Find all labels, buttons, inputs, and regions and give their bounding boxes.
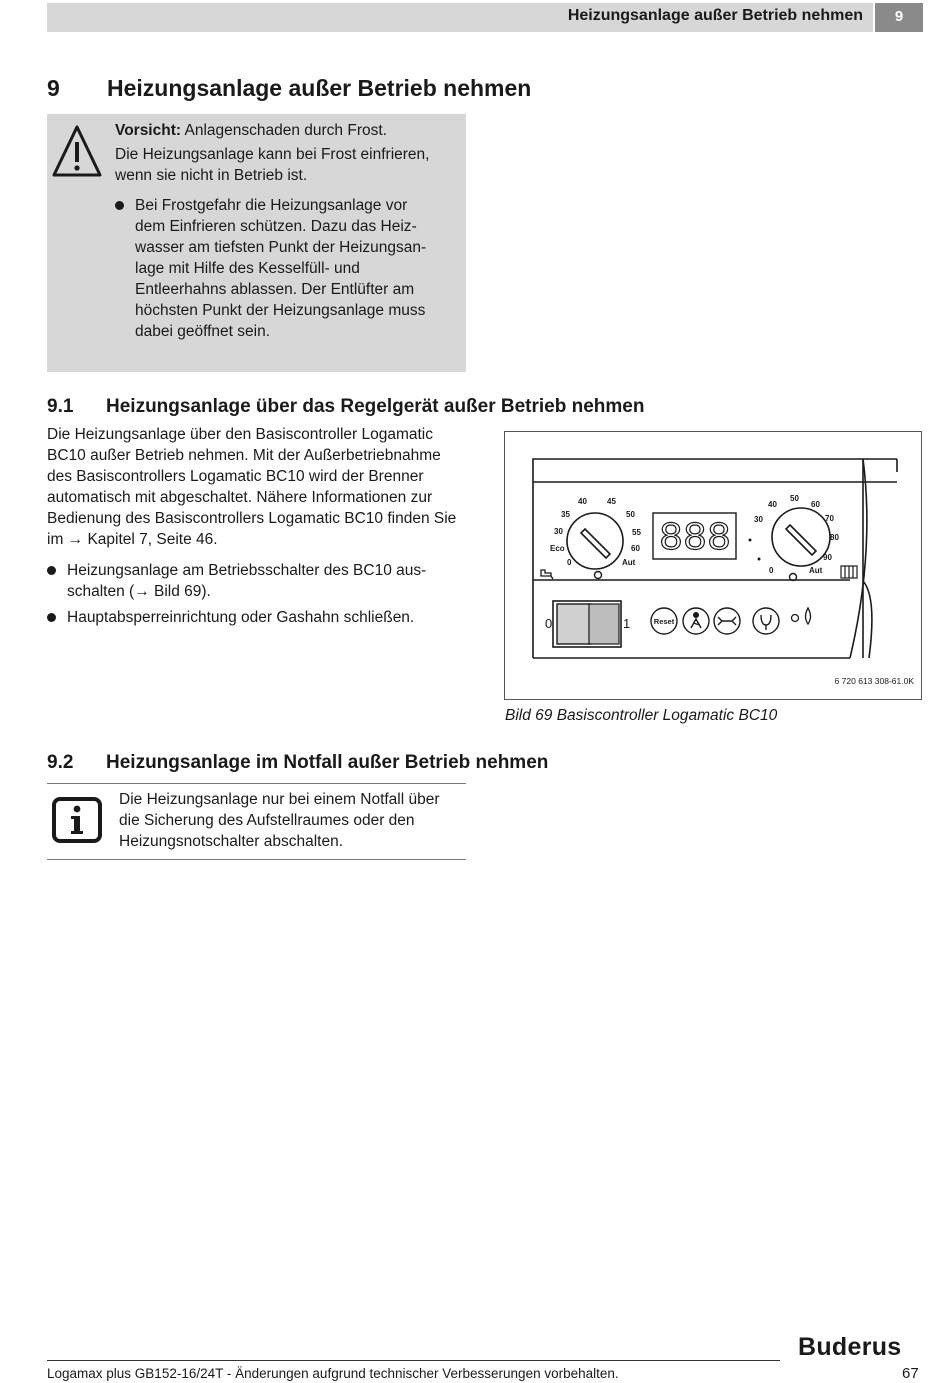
dial-tick: 40 <box>768 500 777 509</box>
warning-text <box>115 120 445 342</box>
figure-code: 6 720 613 308-61.0K <box>834 676 914 686</box>
running-header-title: Heizungsanlage außer Betrieb nehmen <box>567 7 863 24</box>
temperature-dial-left[interactable] <box>567 513 623 579</box>
footer-text: Logamax plus GB152-16/24T - Änderungen aufgrund technischer Verbesserungen vorbehalten. <box>47 1366 619 1381</box>
dial-tick: Aut <box>809 566 823 575</box>
footer-rule <box>47 1360 780 1361</box>
section-number: 9.2 <box>47 752 74 773</box>
dial-tick: 60 <box>811 500 820 509</box>
figure-caption: Bild 69 Basiscontroller Logamatic BC10 <box>505 707 778 724</box>
main-power-switch[interactable] <box>553 601 621 647</box>
dial-tick: 0 <box>567 558 572 567</box>
info-text: Die Heizungsanlage nur bei einem Notfall über die Sicherung des Aufstellraumes oder den Heizungsnotschalter abschalten. <box>119 791 440 850</box>
service-button[interactable] <box>714 608 740 634</box>
brand-logo: Buderus <box>798 1333 902 1361</box>
dial-tick: 35 <box>561 510 570 519</box>
dial-tick: 30 <box>754 515 763 524</box>
switch-off-label: 0 <box>545 616 553 631</box>
switch-on-label: 1 <box>623 616 631 631</box>
dial-tick: 30 <box>554 527 563 536</box>
status-led-icon <box>792 615 799 622</box>
chimney-sweep-button[interactable] <box>683 608 709 634</box>
dial-tick: 70 <box>825 514 834 523</box>
dial-tick: 0 <box>769 566 774 575</box>
reset-button[interactable] <box>651 608 677 634</box>
instruction-list <box>47 560 477 633</box>
dial-tick: 45 <box>607 497 616 506</box>
section-title: Heizungsanlage über das Regelgerät außer Betrieb nehmen <box>106 396 645 417</box>
info-icon <box>51 796 103 844</box>
list-item: Heizungsanlage am Betriebsschalter des BC10 ausschalten (→ Bild 69). <box>47 560 457 602</box>
warning-paragraph: Die Heizungsanlage kann bei Frost einfrieren, wenn sie nicht in Betrieb ist. <box>115 146 430 184</box>
warning-label: Vorsicht: <box>115 122 182 139</box>
dial-tick: 90 <box>823 553 832 562</box>
warning-triangle-icon <box>51 124 103 180</box>
warning-title-text: Anlagenschaden durch Frost. <box>181 122 387 139</box>
dial-tick: Aut <box>622 558 636 567</box>
pressure-gauge-icon <box>753 608 779 634</box>
dial-tick: 40 <box>578 497 587 506</box>
section-title: Heizungsanlage im Notfall außer Betrieb nehmen <box>106 752 549 773</box>
dial-tick: 55 <box>632 528 641 537</box>
warning-title <box>115 120 445 141</box>
controller-illustration <box>505 432 921 699</box>
chapter-title: Heizungsanlage außer Betrieb nehmen <box>107 75 532 101</box>
dial-tick: Eco <box>550 544 565 553</box>
section-paragraph: Die Heizungsanlage über den Basiscontroller Logamatic BC10 außer Betrieb nehmen. Mit der Außerbetriebnahme des Basiscontrollers Logamatic BC10 wird der Brenner automatisch mit abgeschaltet. Nähere Informationen zur Bedienung des Basiscontrollers Logamatic BC10 finden Sie im → Kapitel 7, Seite 46. <box>47 426 457 548</box>
dial-tick: 60 <box>631 544 640 553</box>
section-heading-9-1 <box>47 396 644 418</box>
radiator-icon <box>841 566 857 578</box>
dial-tick: 80 <box>830 533 839 542</box>
list-item: Hauptabsperreinrichtung oder Gashahn schließen. <box>47 607 477 628</box>
burner-flame-icon <box>806 608 811 624</box>
reset-label: Reset <box>653 617 675 626</box>
page-number: 67 <box>902 1365 919 1382</box>
display-digits: 888 <box>658 517 732 562</box>
section-body <box>47 424 477 550</box>
warning-bullet: Bei Frostgefahr die Heizungsanlage vor dem Einfrieren schützen. Dazu das Heizwasser am tiefsten Punkt der Heizungsanlage mit Hilfe des Kesselfüll- und Entleerhahns ablassen. Der Entlüfter am höchsten Punkt der Heizungsanlage muss dabei geöffnet sein. <box>115 195 435 342</box>
chapter-tab: 9 <box>875 3 923 32</box>
dial-tick: 50 <box>790 494 799 503</box>
section-number: 9.1 <box>47 396 74 417</box>
hot-water-tap-icon <box>541 570 553 579</box>
section-heading-9-2 <box>47 752 548 774</box>
chapter-number: 9 <box>47 75 60 101</box>
dial-tick: 50 <box>626 510 635 519</box>
chapter-heading <box>47 75 531 102</box>
